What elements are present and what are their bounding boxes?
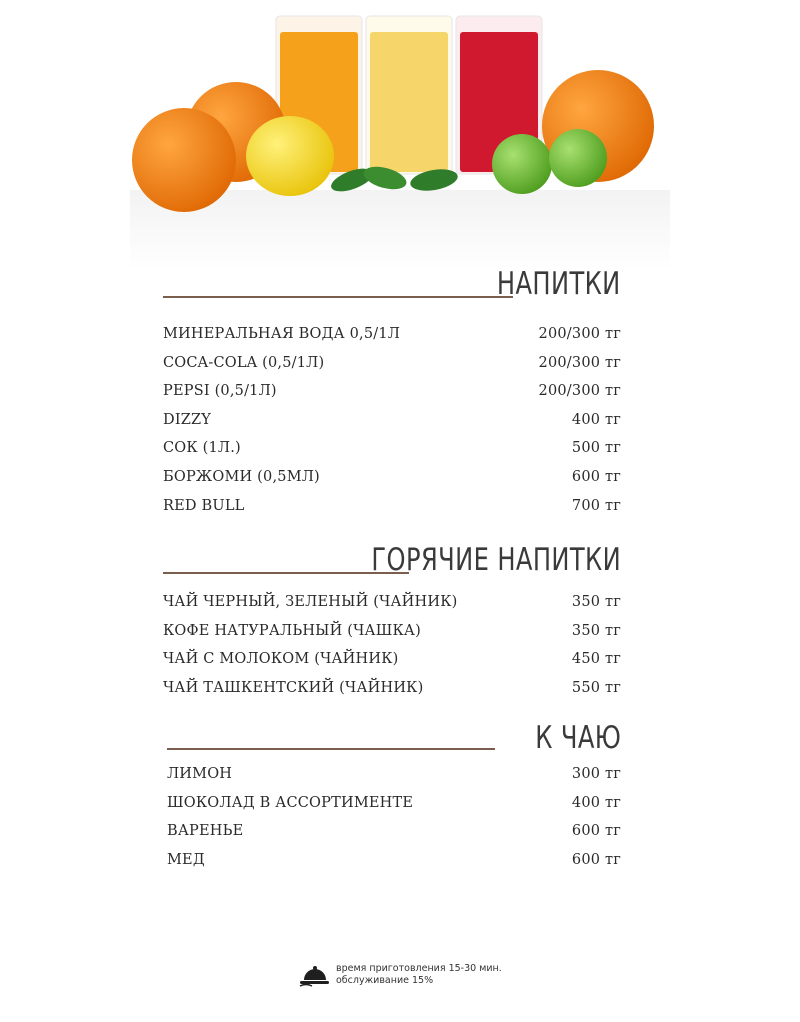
glass-pineapple-juice: [366, 16, 452, 174]
menu-list: [163, 766, 621, 880]
section-rule: [167, 748, 495, 750]
section-rule: [163, 296, 513, 298]
menu-item: PEPSI (0,5/1Л) 200/300 тг: [163, 383, 621, 400]
menu-list: [163, 594, 621, 708]
section-title: ГОРЯЧИЕ НАПИТКИ: [371, 542, 621, 578]
lime-back: [549, 129, 607, 187]
juice-fruit-illustration: [120, 10, 680, 280]
section-header: [163, 712, 621, 756]
section-hot-drinks: [163, 534, 621, 708]
menu-item: ШОКОЛАД В АССОРТИМЕНТЕ 400 тг: [167, 794, 621, 811]
menu-item: МИНЕРАЛЬНАЯ ВОДА 0,5/1Л 200/300 тг: [163, 326, 621, 342]
lime-front: [492, 134, 552, 194]
section-header: [163, 534, 621, 578]
section-title: К ЧАЮ: [534, 720, 621, 756]
menu-item: DIZZY 400 тг: [163, 411, 621, 428]
section-to-tea: [163, 712, 621, 880]
menu-item: БОРЖОМИ (0,5МЛ) 600 тг: [163, 468, 621, 485]
orange-front-left: [132, 108, 236, 212]
section-drinks: [163, 258, 621, 526]
menu-item: ЧАЙ С МОЛОКОМ (ЧАЙНИК) 450 тг: [163, 651, 621, 668]
cloche-icon: [298, 962, 330, 988]
menu-item: ЧАЙ ТАШКЕНТСКИЙ (ЧАЙНИК) 550 тг: [163, 679, 621, 696]
section-header: [163, 258, 621, 302]
menu-item: ВАРЕНЬЕ 600 тг: [167, 823, 621, 840]
menu-item: МЕД 600 тг: [167, 851, 621, 868]
menu-item: RED BULL 700 тг: [163, 497, 621, 514]
service-charge-text: обслуживание 15%: [336, 975, 434, 986]
menu-item: СОК (1Л.) 500 тг: [163, 440, 621, 457]
lemon: [246, 116, 334, 196]
menu-item: ЛИМОН 300 тг: [167, 766, 621, 782]
menu-item: ЧАЙ ЧЕРНЫЙ, ЗЕЛЕНЫЙ (ЧАЙНИК) 350 тг: [163, 594, 621, 610]
prep-time-text: время приготовления 15-30 мин.: [336, 963, 502, 974]
menu-list: [163, 326, 621, 526]
footer-note: [298, 962, 502, 988]
menu-item: COCA-COLA (0,5/1Л) 200/300 тг: [163, 354, 621, 371]
menu-item: КОФЕ НАТУРАЛЬНЫЙ (ЧАШКА) 350 тг: [163, 622, 621, 639]
section-title: НАПИТКИ: [497, 266, 621, 302]
